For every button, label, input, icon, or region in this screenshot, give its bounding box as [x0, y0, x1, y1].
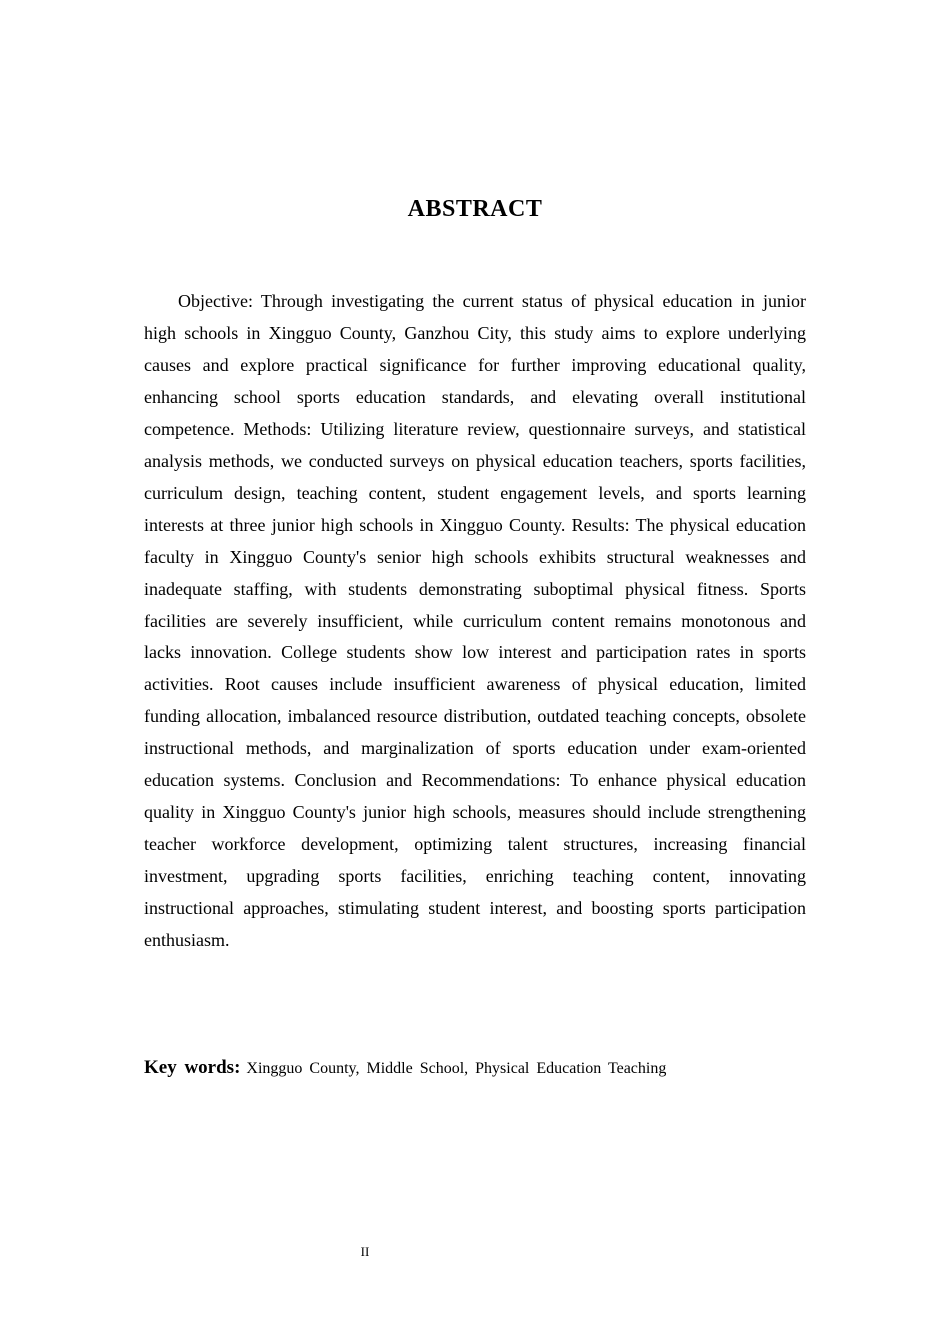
keywords-list: Xingguo County, Middle School, Physical Education Teaching — [246, 1060, 667, 1077]
page-number: II — [360, 1244, 370, 1259]
abstract-body: Objective: Through investigating the current status of physical education in junior high schools in Xingguo County, Ganzhou City, this study aims to explore underlying causes and explore practical significance for further improving educational quality, enhancing school sports education standards, and elevating overall institutional competence. Methods: Utilizing literature review, questionnaire surveys, and statistical analysis methods, we conducted surveys on physical education teachers, sports facilities, curriculum design, teaching content, student engagement levels, and sports learning interests at three junior high schools in Xingguo County. Results: The physical education faculty in Xingguo County's senior high schools exhibits structural weaknesses and inadequate staffing, with students demonstrating suboptimal physical fitness. Sports facilities are severely insufficient, while curriculum content remains monotonous and lacks innovation. College students show low interest and participation rates in sports activities. Root causes include insufficient awareness of physical education, limited funding allocation, imbalanced resource distribution, outdated teaching concepts, obsolete instructional methods, and marginalization of sports education under exam-oriented education systems. Conclusion and Recommendations: To enhance physical education quality in Xingguo County's junior high schools, measures should include strengthening teacher workforce development, optimizing talent structures, increasing financial investment, upgrading sports facilities, enriching teaching content, innovating instructional approaches, stimulating student interest, and boosting sports participation enthusiasm. — [144, 291, 806, 951]
abstract-title: ABSTRACT — [407, 196, 543, 222]
keywords-label: Key words: — [144, 1057, 241, 1078]
keywords-line — [144, 1054, 806, 1083]
